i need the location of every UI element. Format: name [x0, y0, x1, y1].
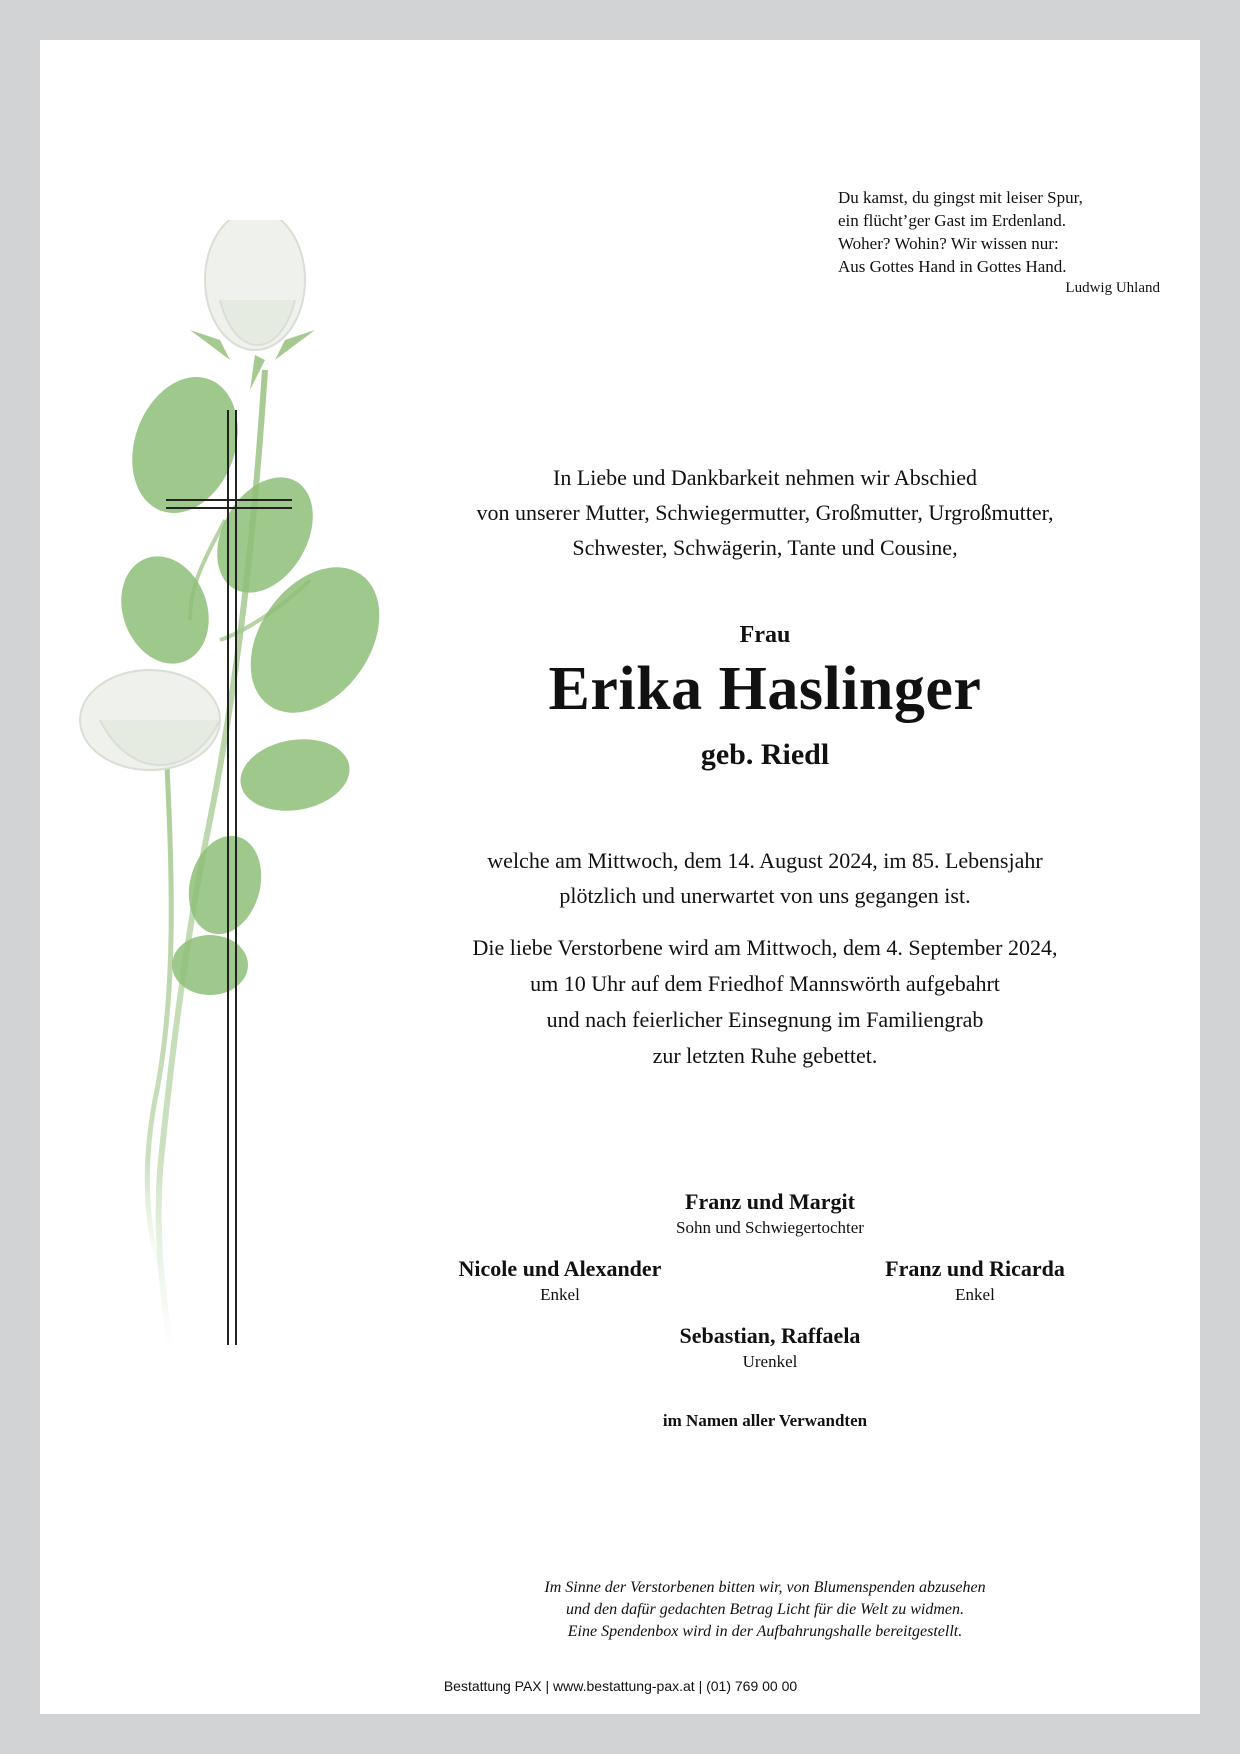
- mourner-relation: Sohn und Schwiegertochter: [676, 1218, 864, 1237]
- quote-author: Ludwig Uhland: [1065, 280, 1160, 296]
- mourner-relation: Enkel: [955, 1285, 995, 1304]
- quote: [838, 186, 1160, 298]
- intro-text: [300, 460, 1230, 565]
- funeral-line: zur letzten Ruhe gebettet.: [652, 1043, 878, 1068]
- intro-line: In Liebe und Dankbarkeit nehmen wir Abschied: [553, 465, 977, 490]
- funeral-line: und nach feierlicher Einsegnung im Familiengrab: [546, 1007, 984, 1032]
- mourner-name: Sebastian, Raffaela: [679, 1323, 861, 1348]
- death-line: plötzlich und unerwartet von uns gegangen ist.: [559, 883, 971, 908]
- note-line: Eine Spendenbox wird in der Aufbahrungshalle bereitgestellt.: [567, 1623, 963, 1640]
- mourner-entry: [815, 1255, 1135, 1307]
- mourner-name: Nicole und Alexander: [458, 1256, 662, 1281]
- maiden-name: geb. Riedl: [700, 738, 830, 771]
- death-line: welche am Mittwoch, dem 14. August 2024, im 85. Lebensjahr: [487, 848, 1043, 873]
- footer: Bestattung PAX | www.bestattung-pax.at | (01) 769 00 00: [443, 1678, 798, 1694]
- intro-line: von unserer Mutter, Schwiegermutter, Großmutter, Urgroßmutter,: [476, 500, 1054, 525]
- donation-note: [300, 1577, 1230, 1643]
- quote-line: Woher? Wohin? Wir wissen nur:: [838, 234, 1059, 253]
- note-line: und den dafür gedachten Betrag Licht für die Welt zu widmen.: [565, 1601, 965, 1618]
- closing-line: im Namen aller Verwandten: [662, 1411, 868, 1430]
- funeral-line: um 10 Uhr auf dem Friedhof Mannswörth aufgebahrt: [530, 971, 1000, 996]
- intro-line: Schwester, Schwägerin, Tante und Cousine,: [572, 535, 958, 560]
- mourner-entry: [600, 1188, 940, 1240]
- quote-line: Du kamst, du gingst mit leiser Spur,: [838, 188, 1083, 207]
- mourner-name: Franz und Ricarda: [885, 1256, 1065, 1281]
- mourner-relation: Enkel: [540, 1285, 580, 1304]
- salutation: Frau: [739, 622, 791, 648]
- quote-line: Aus Gottes Hand in Gottes Hand.: [838, 257, 1067, 276]
- funeral-line: Die liebe Verstorbene wird am Mittwoch, dem 4. September 2024,: [472, 935, 1058, 960]
- mourner-name: Franz und Margit: [685, 1189, 855, 1214]
- mourner-entry: [400, 1255, 720, 1307]
- mourner-relation: Urenkel: [742, 1352, 798, 1371]
- mourner-entry: [600, 1322, 940, 1374]
- deceased-name: Erika Haslinger: [548, 655, 982, 723]
- note-line: Im Sinne der Verstorbenen bitten wir, von Blumenspenden abzusehen: [544, 1579, 986, 1596]
- funeral-notice: [300, 930, 1230, 1074]
- death-notice: [300, 843, 1230, 913]
- quote-line: ein flücht’ger Gast im Erdenland.: [838, 211, 1067, 230]
